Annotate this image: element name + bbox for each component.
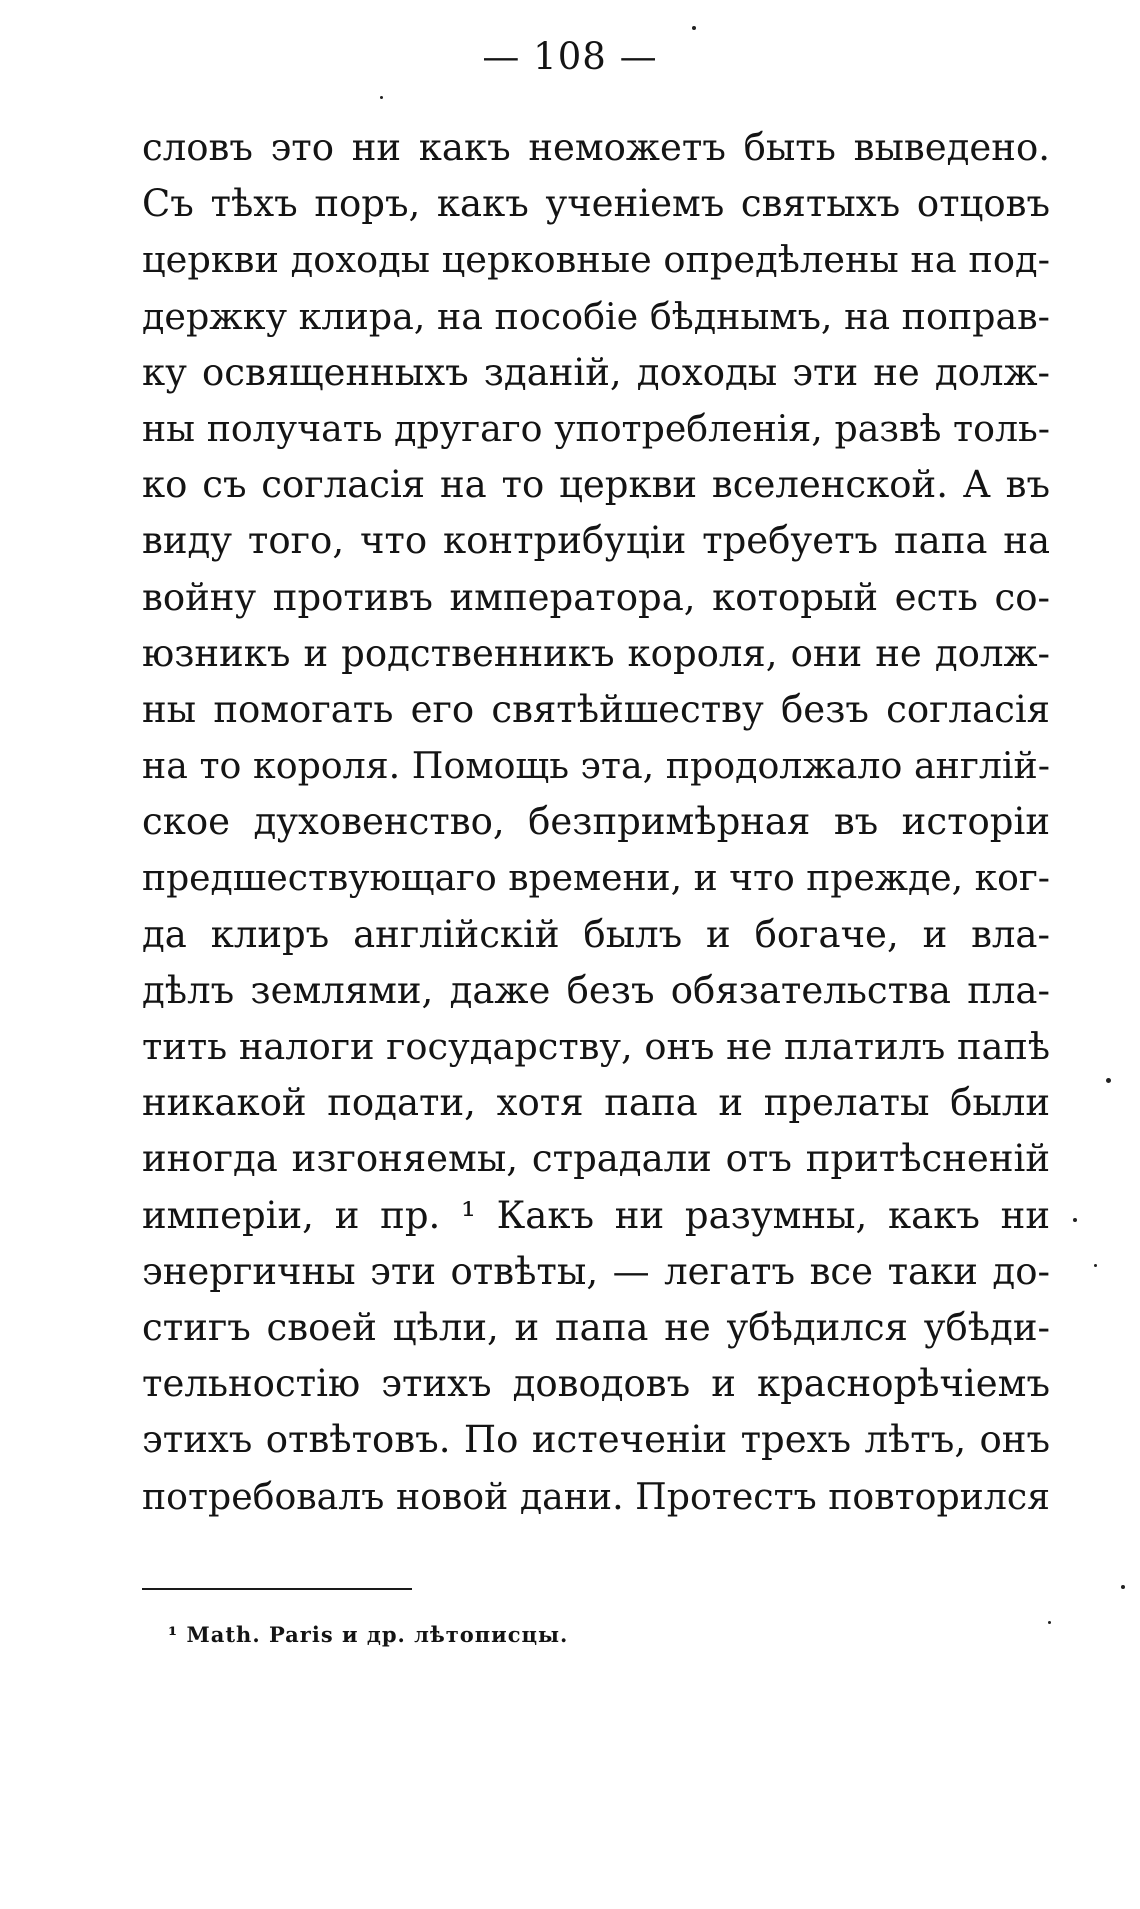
text-line: ко съ согласія на то церкви вселенской. А въ	[142, 463, 1050, 507]
scan-speck	[692, 26, 696, 30]
text-line: никакой подати, хотя папа и прелаты были	[142, 1081, 1050, 1125]
page-number: — 108 —	[482, 35, 658, 78]
footnote-separator	[142, 1588, 412, 1590]
text-line: да клиръ англійскій былъ и богаче, и вла-	[142, 912, 1050, 956]
scan-speck	[1048, 1621, 1051, 1624]
text-line: держку клира, на пособіе бѣднымъ, на поправ-	[142, 294, 1050, 338]
text-line: словъ это ни какъ неможетъ быть выведено.	[142, 126, 1050, 169]
text-line: на то короля. Помощь эта, продолжало англій-	[142, 744, 1050, 788]
scan-speck	[1106, 1078, 1111, 1083]
text-line: дѣлъ землями, даже безъ обязательства пла-	[142, 968, 1050, 1012]
text-line: Съ тѣхъ поръ, какъ ученіемъ святыхъ отцовъ	[142, 182, 1050, 226]
text-line: энергичны эти отвѣты, — легатъ все таки до-	[142, 1249, 1050, 1293]
scan-speck	[380, 96, 383, 99]
footnote: ¹ Math. Paris и др. лѣтописцы.	[168, 1622, 569, 1647]
text-line: имперіи, и пр. ¹ Какъ ни разумны, какъ ни	[142, 1193, 1050, 1237]
main-text	[142, 120, 1050, 1525]
text-line: войну противъ императора, который есть со-	[142, 575, 1050, 619]
text-line: виду того, что контрибуціи требуетъ папа на	[142, 519, 1050, 563]
text-line: тельностію этихъ доводовъ и краснорѣчіемъ	[142, 1362, 1050, 1406]
text-line: церкви доходы церковные опредѣлены на под-	[142, 238, 1050, 282]
text-line: ны помогать его святѣйшеству безъ согласія	[142, 687, 1050, 731]
text-line: иногда изгоняемы, страдали отъ притѣсненій	[142, 1137, 1050, 1181]
text-line: юзникъ и родственникъ короля, они не долж-	[142, 631, 1050, 675]
text-line: ны получать другаго употребленія, развѣ толь-	[142, 406, 1050, 450]
text-line: потребовалъ новой дани. Протестъ повторился	[142, 1474, 1050, 1518]
text-line: этихъ отвѣтовъ. По истеченіи трехъ лѣтъ, онъ	[142, 1418, 1050, 1462]
scan-speck	[1094, 1264, 1097, 1267]
text-line: стигъ своей цѣли, и папа не убѣдился убѣди-	[142, 1305, 1050, 1349]
text-line: тить налоги государству, онъ не платилъ папѣ	[142, 1025, 1050, 1068]
text-line: ское духовенство, безпримѣрная въ исторіи	[142, 800, 1050, 844]
scan-speck	[1073, 1218, 1077, 1222]
scan-speck	[1121, 1585, 1125, 1589]
text-line: предшествующаго времени, и что прежде, ког-	[142, 856, 1050, 900]
text-line: ку освященныхъ зданій, доходы эти не долж-	[142, 350, 1050, 394]
